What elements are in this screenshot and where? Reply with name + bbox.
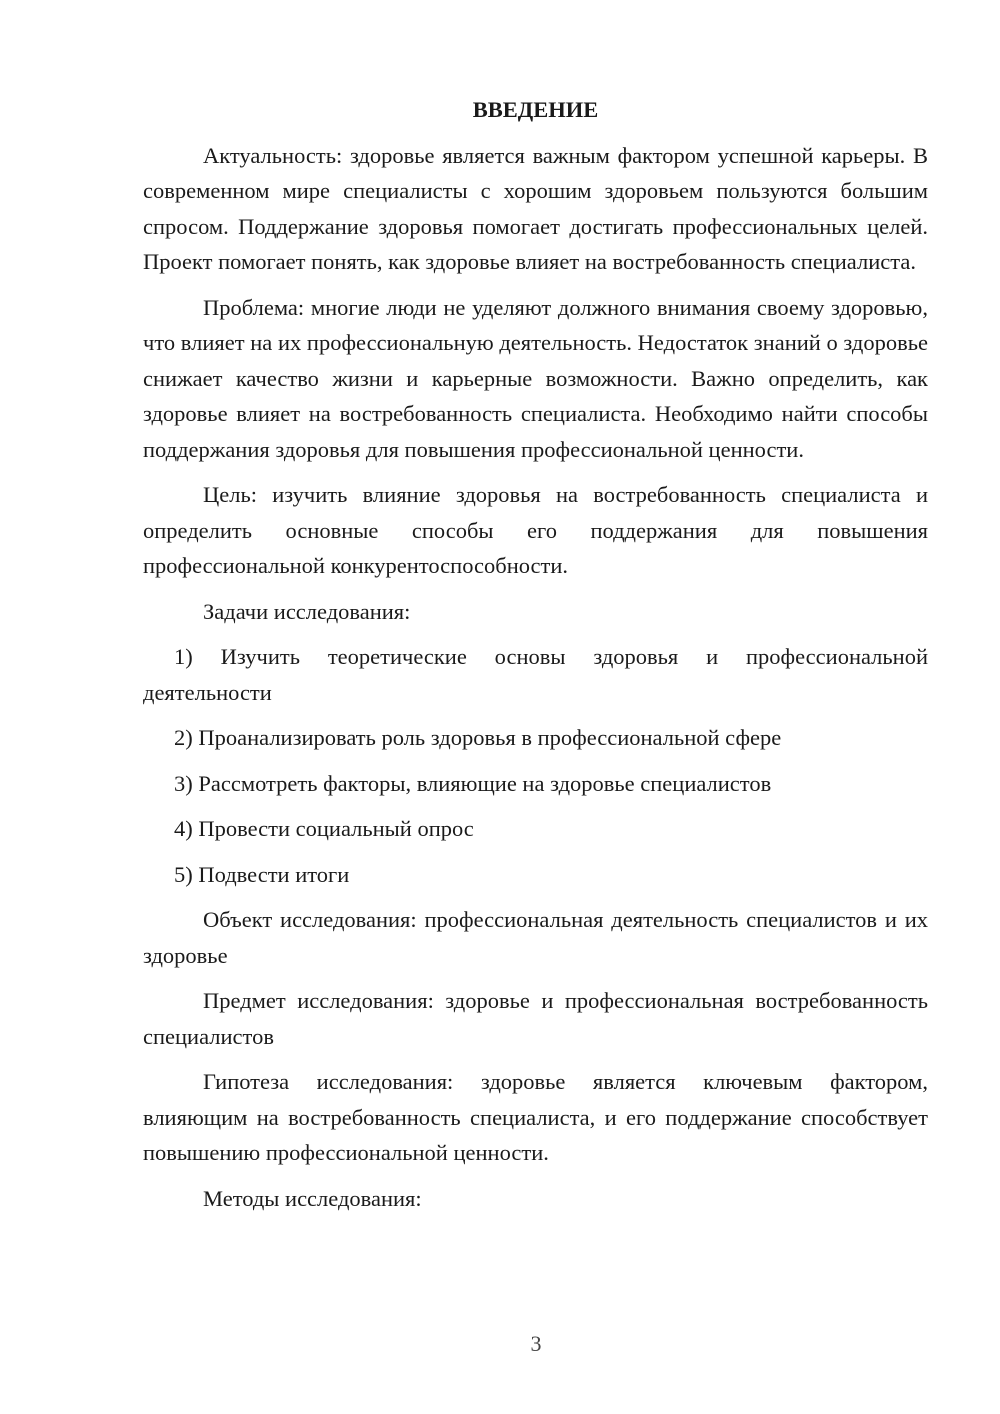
list-item: 1) Изучить теоретические основы здоровья и профессиональной деятельности (143, 644, 928, 705)
page-title: ВВЕДЕНИЕ (472, 97, 599, 122)
object-paragraph: Объект исследования: профессиональная деятельность специалистов и их здоровье (143, 907, 928, 968)
methods-heading: Методы исследования: (203, 1185, 422, 1211)
list-item: 2) Проанализировать роль здоровья в профессиональной сфере (174, 725, 782, 750)
tasks-heading: Задачи исследования: (203, 598, 411, 624)
problem-paragraph: Проблема: многие люди не уделяют должного внимания своему здоровью, что влияет на их профессиональную деятельность. Недостаток знаний о здоровье снижает качество жизни и карьерные возможности. Важно определить, как здоровье влияет на востребованность специалиста. Необходимо найти способы поддержания здоровья для повышения профессиональной ценности. (143, 294, 928, 462)
relevance-paragraph: Актуальность: здоровье является важным фактором успешной карьеры. В современном мире специалисты с хорошим здоровьем пользуются большим спросом. Поддержание здоровья помогает достигать профессиональных целей. Проект помогает понять, как здоровье влияет на востребованность специалиста. (143, 142, 928, 274)
subject-paragraph: Предмет исследования: здоровье и профессиональная востребованность специалистов (143, 988, 928, 1049)
list-item: 5) Подвести итоги (174, 861, 350, 887)
list-item: 4) Провести социальный опрос (174, 816, 474, 841)
page-number: 3 (530, 1331, 542, 1356)
hypothesis-paragraph: Гипотеза исследования: здоровье является ключевым фактором, влияющим на востребованность специалиста, и его поддержание способствует повышению профессиональной ценности. (143, 1069, 928, 1165)
goal-paragraph: Цель: изучить влияние здоровья на востребованность специалиста и определить основные способы его поддержания для повышения профессиональной конкурентоспособности. (143, 482, 928, 578)
tasks-list (143, 639, 928, 892)
list-item: 3) Рассмотреть факторы, влияющие на здоровье специалистов (174, 770, 772, 796)
document-page (143, 92, 928, 1226)
